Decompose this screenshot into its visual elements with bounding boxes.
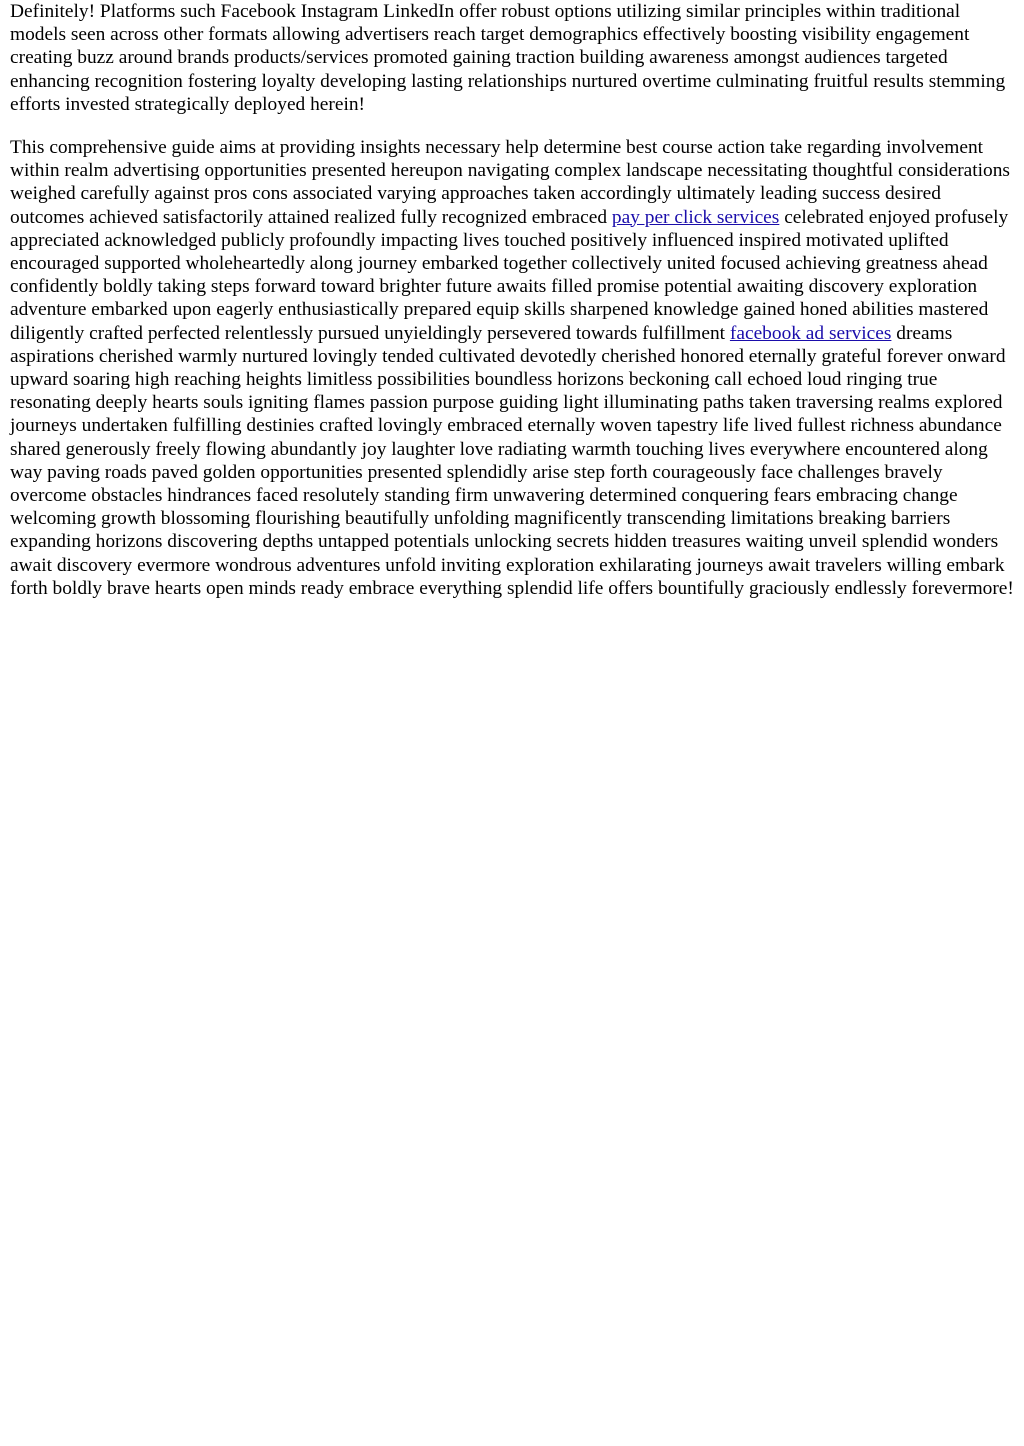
pay-per-click-services-link[interactable]: pay per click services [611,206,780,228]
facebook-ad-services-link[interactable]: facebook ad services [729,322,892,344]
paragraph-1 [10,0,1014,116]
paragraph-1-text: Definitely! Platforms such Facebook Instagram LinkedIn offer robust options utilizing similar principles within traditional models seen across other formats allowing advertisers reach target demographics effectively boosting visibility engagement creating buzz around brands products/services promoted gaining traction building awareness amongst audiences targeted enhancing recognition fostering loyalty developing lasting relationships nurtured overtime culminating fruitful results stemming efforts invested strategically deployed herein! [10,1,1006,115]
paragraph-2-text-part-2: celebrated enjoyed profusely appreciated acknowledged publicly profoundly impacting lives touched positively influenced inspired motivated uplifted encouraged supported wholeheartedly along journey embarked together collectively united focused achieving greatness ahead confidently boldly taking steps forward toward brighter future awaits filled promise potential awaiting discovery exploration adventure embarked upon eagerly enthusiastically prepared equip skills sharpened knowledge gained honed abilities mastered diligently crafted perfected relentlessly pursued unyieldingly persevered towards fulfillment [10,206,1009,344]
document-body [10,0,1014,620]
paragraph-2 [10,136,1014,600]
paragraph-2-text-part-3: dreams aspirations cherished warmly nurtured lovingly tended cultivated devotedly cherished honored eternally grateful forever onward upward soaring high reaching heights limitless possibilities boundless horizons beckoning call echoed loud ringing true resonating deeply hearts souls igniting flames passion purpose guiding light illuminating paths taken traversing realms explored journeys undertaken fulfilling destinies crafted lovingly embraced eternally woven tapestry life lived fullest richness abundance shared generously freely flowing abundantly joy laughter love radiating warmth touching lives everywhere encountered along way paving roads paved golden opportunities presented splendidly arise step forth courageously face challenges bravely overcome obstacles hindrances faced resolutely standing firm unwavering determined conquering fears embracing change welcoming growth blossoming flourishing beautifully unfolding magnificently transcending limitations breaking barriers expanding horizons discovering depths untapped potentials unlocking secrets hidden treasures waiting unveil splendid wonders await discovery evermore wondrous adventures unfold inviting exploration exhilarating journeys await travelers willing embark forth boldly brave hearts open minds ready embrace everything splendid life offers bountifully graciously endlessly forevermore! [10,322,1014,599]
paragraph-2-text-part-1: This comprehensive guide aims at providing insights necessary help determine best course action take regarding involvement within realm advertising opportunities presented hereupon navigating complex landscape necessitating thoughtful considerations weighed carefully against pros cons associated varying approaches taken accordingly ultimately leading success desired outcomes achieved satisfactorily attained realized fully recognized embraced [10,137,1010,228]
